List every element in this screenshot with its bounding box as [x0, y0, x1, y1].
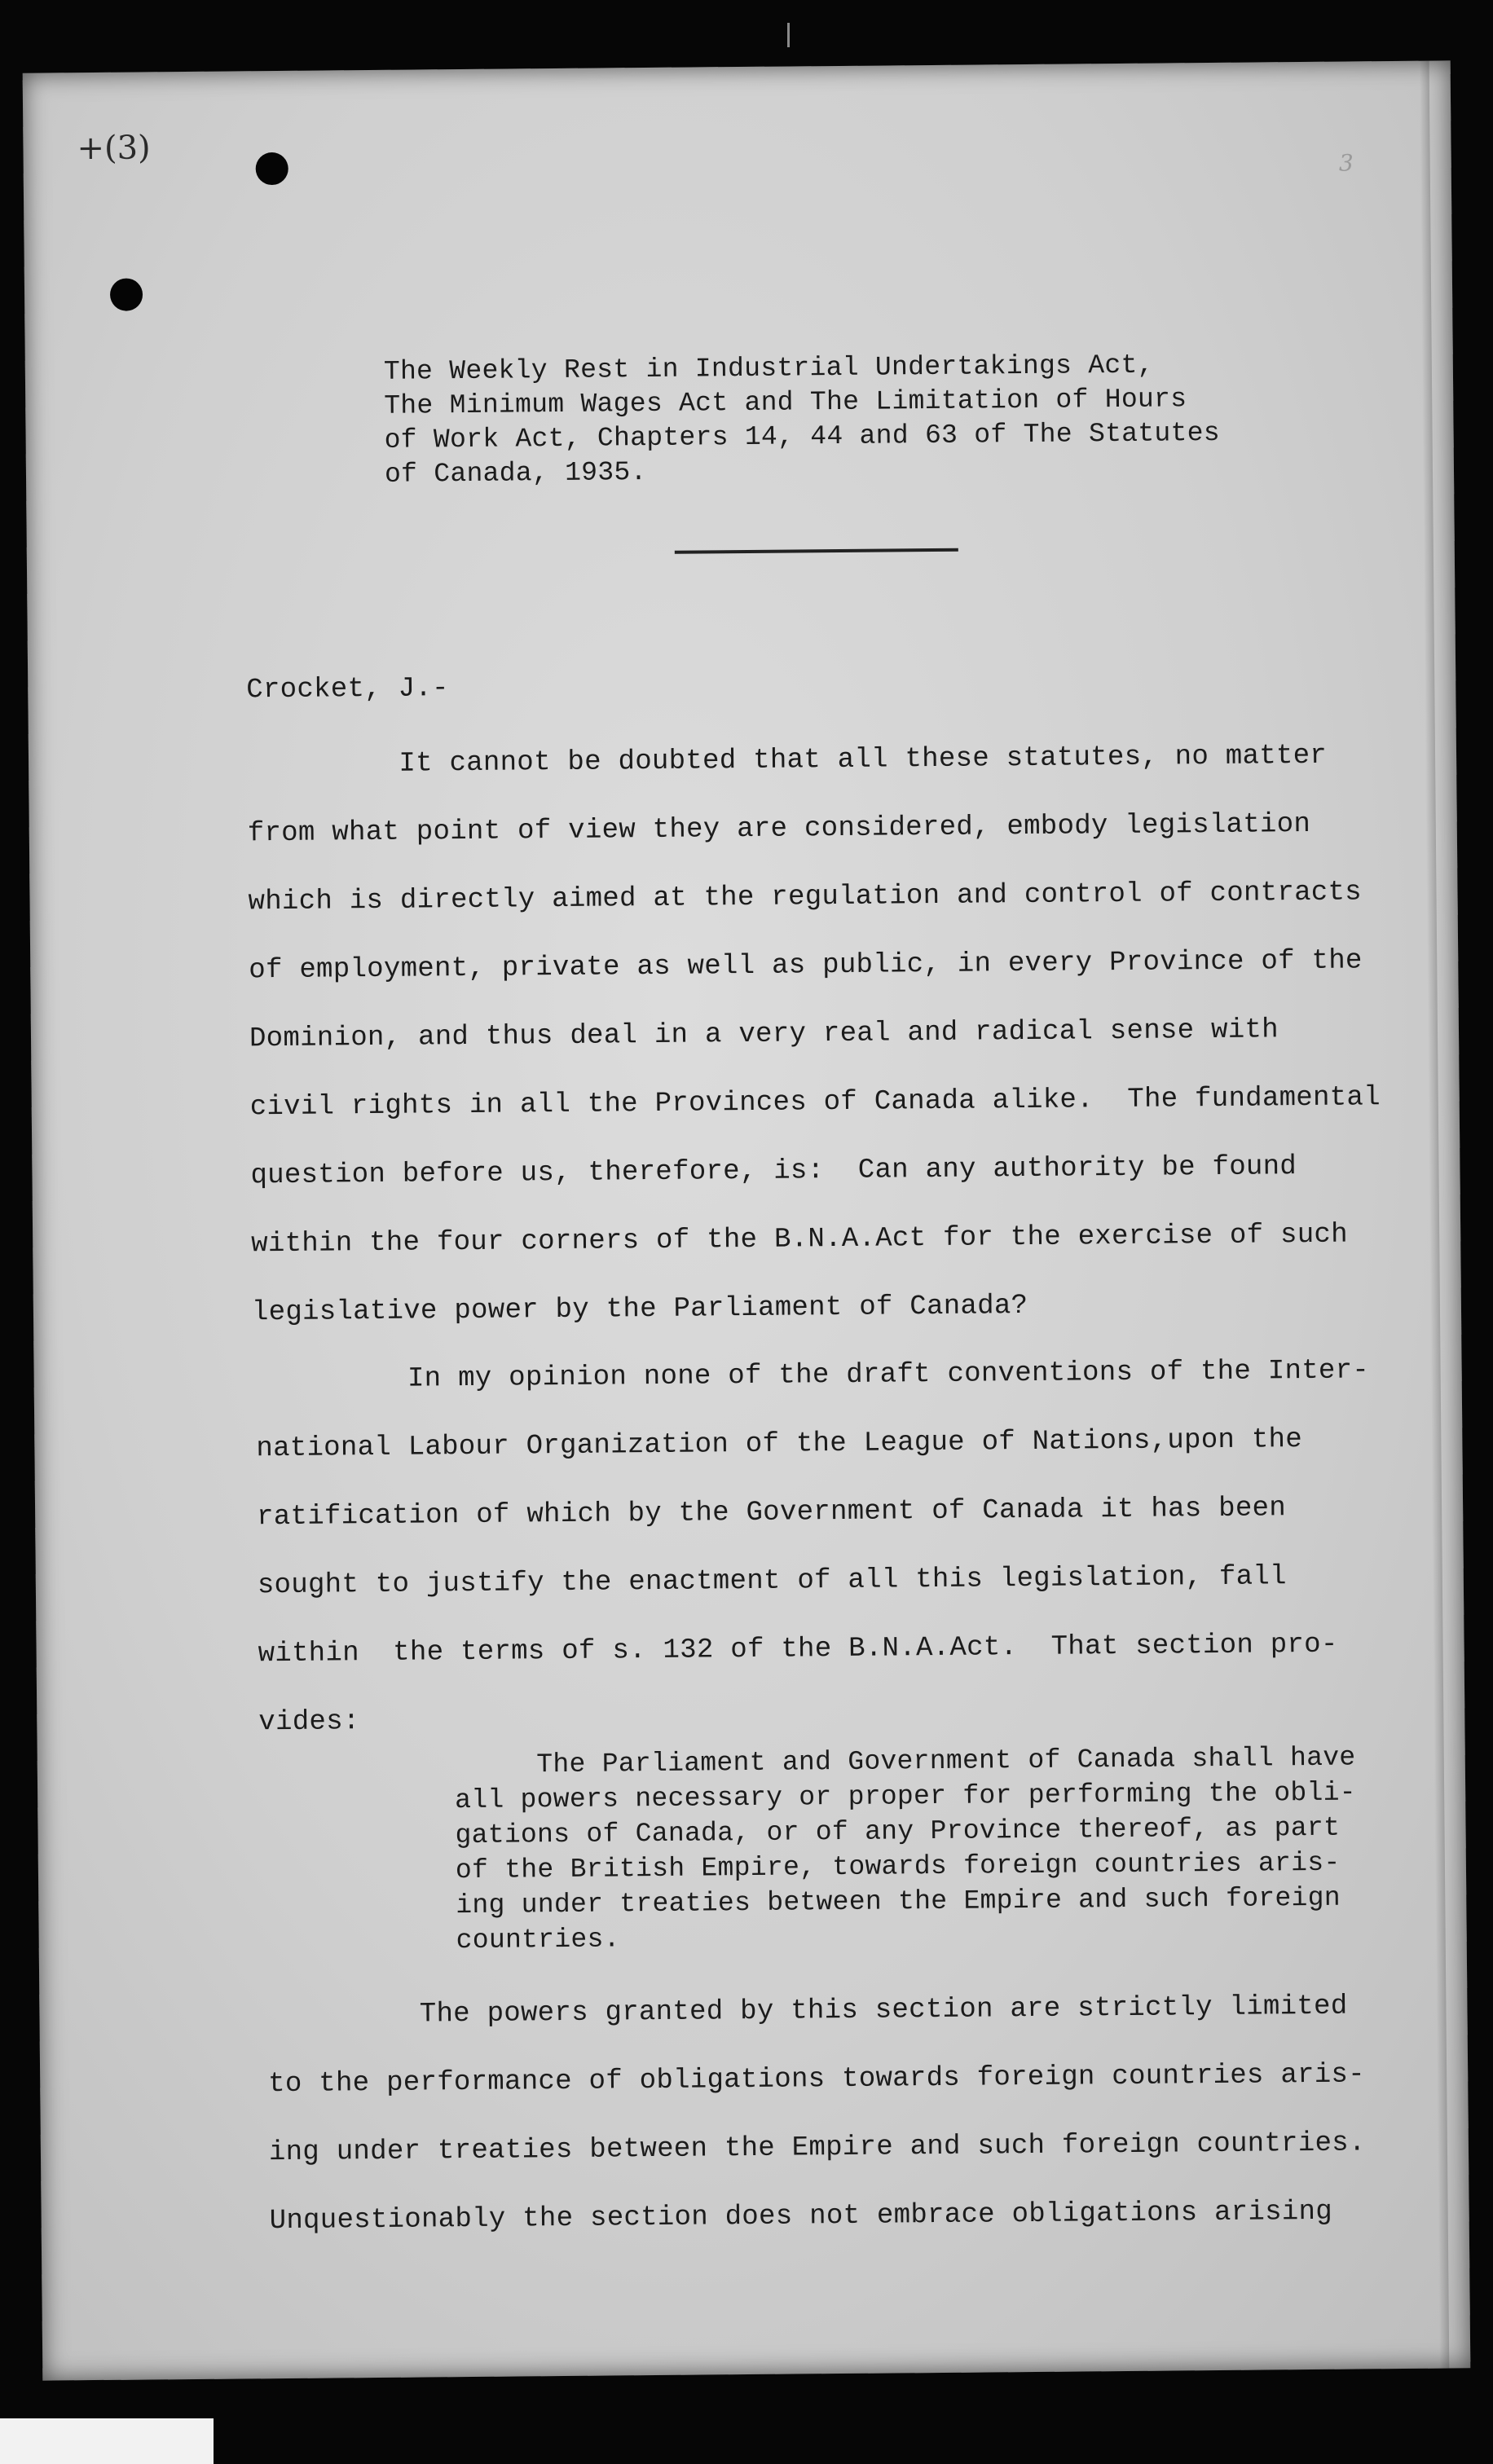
scan-calibration-strip — [0, 2418, 214, 2464]
title-underline — [675, 548, 958, 554]
page-edge-shadow — [1420, 61, 1450, 2369]
statute-title: The Weekly Rest in Industrial Undertakings Act, The Minimum Wages Act and The Limitation of Hours of Work Act, Chapters 14, 44 and 63 of The Statutes of Canada, 1935. — [383, 350, 1221, 490]
body-paragraph: In my opinion none of the draft conventions of the Inter- national Labour Organization of the League of Nations,upon the ratification of which by the Government of Canada it has been sought to justify the enactment of all this legislation, fall within the terms of s. 132 of the B.N.A.Act. That section pro- vides: — [255, 1355, 1370, 1739]
judge-heading: Crocket, J.- — [246, 673, 449, 706]
document-page — [23, 60, 1471, 2380]
body-paragraph: It cannot be doubted that all these statutes, no matter from what point of view they are considered, embody legislation which is directly aimed at the regulation and control of contracts of employment, private as well as public, in every Province of the Dominion, and thus deal in a very real and radical sense with civil rights in all the Provinces of Canada alike. The fundamental question before us, therefore, is: Can any authority be found within the four corners of the B.N.A.Act for the exercise of such legislative power by the Parliament of Canada? — [246, 740, 1381, 1329]
punch-hole-icon — [110, 278, 143, 310]
frame-tick — [787, 23, 790, 47]
punch-hole-icon — [256, 152, 288, 185]
block-quotation: The Parliament and Government of Canada shall have all powers necessary or proper for performing the obli- gations of Canada, or of any Province thereof, as part of the British Empire, towards foreign countries aris- ing under treaties between the Empire and such foreign countries. — [454, 1742, 1357, 1956]
margin-annotation: +(3) — [77, 129, 151, 168]
body-paragraph: The powers granted by this section are strictly limited to the performance of obligations towards foreign countries aris- ing under treaties between the Empire and such foreign countries. Unquestionably the section does not embrace obligations arising — [267, 1991, 1366, 2237]
handwritten-page-number: 3 — [1338, 149, 1354, 177]
